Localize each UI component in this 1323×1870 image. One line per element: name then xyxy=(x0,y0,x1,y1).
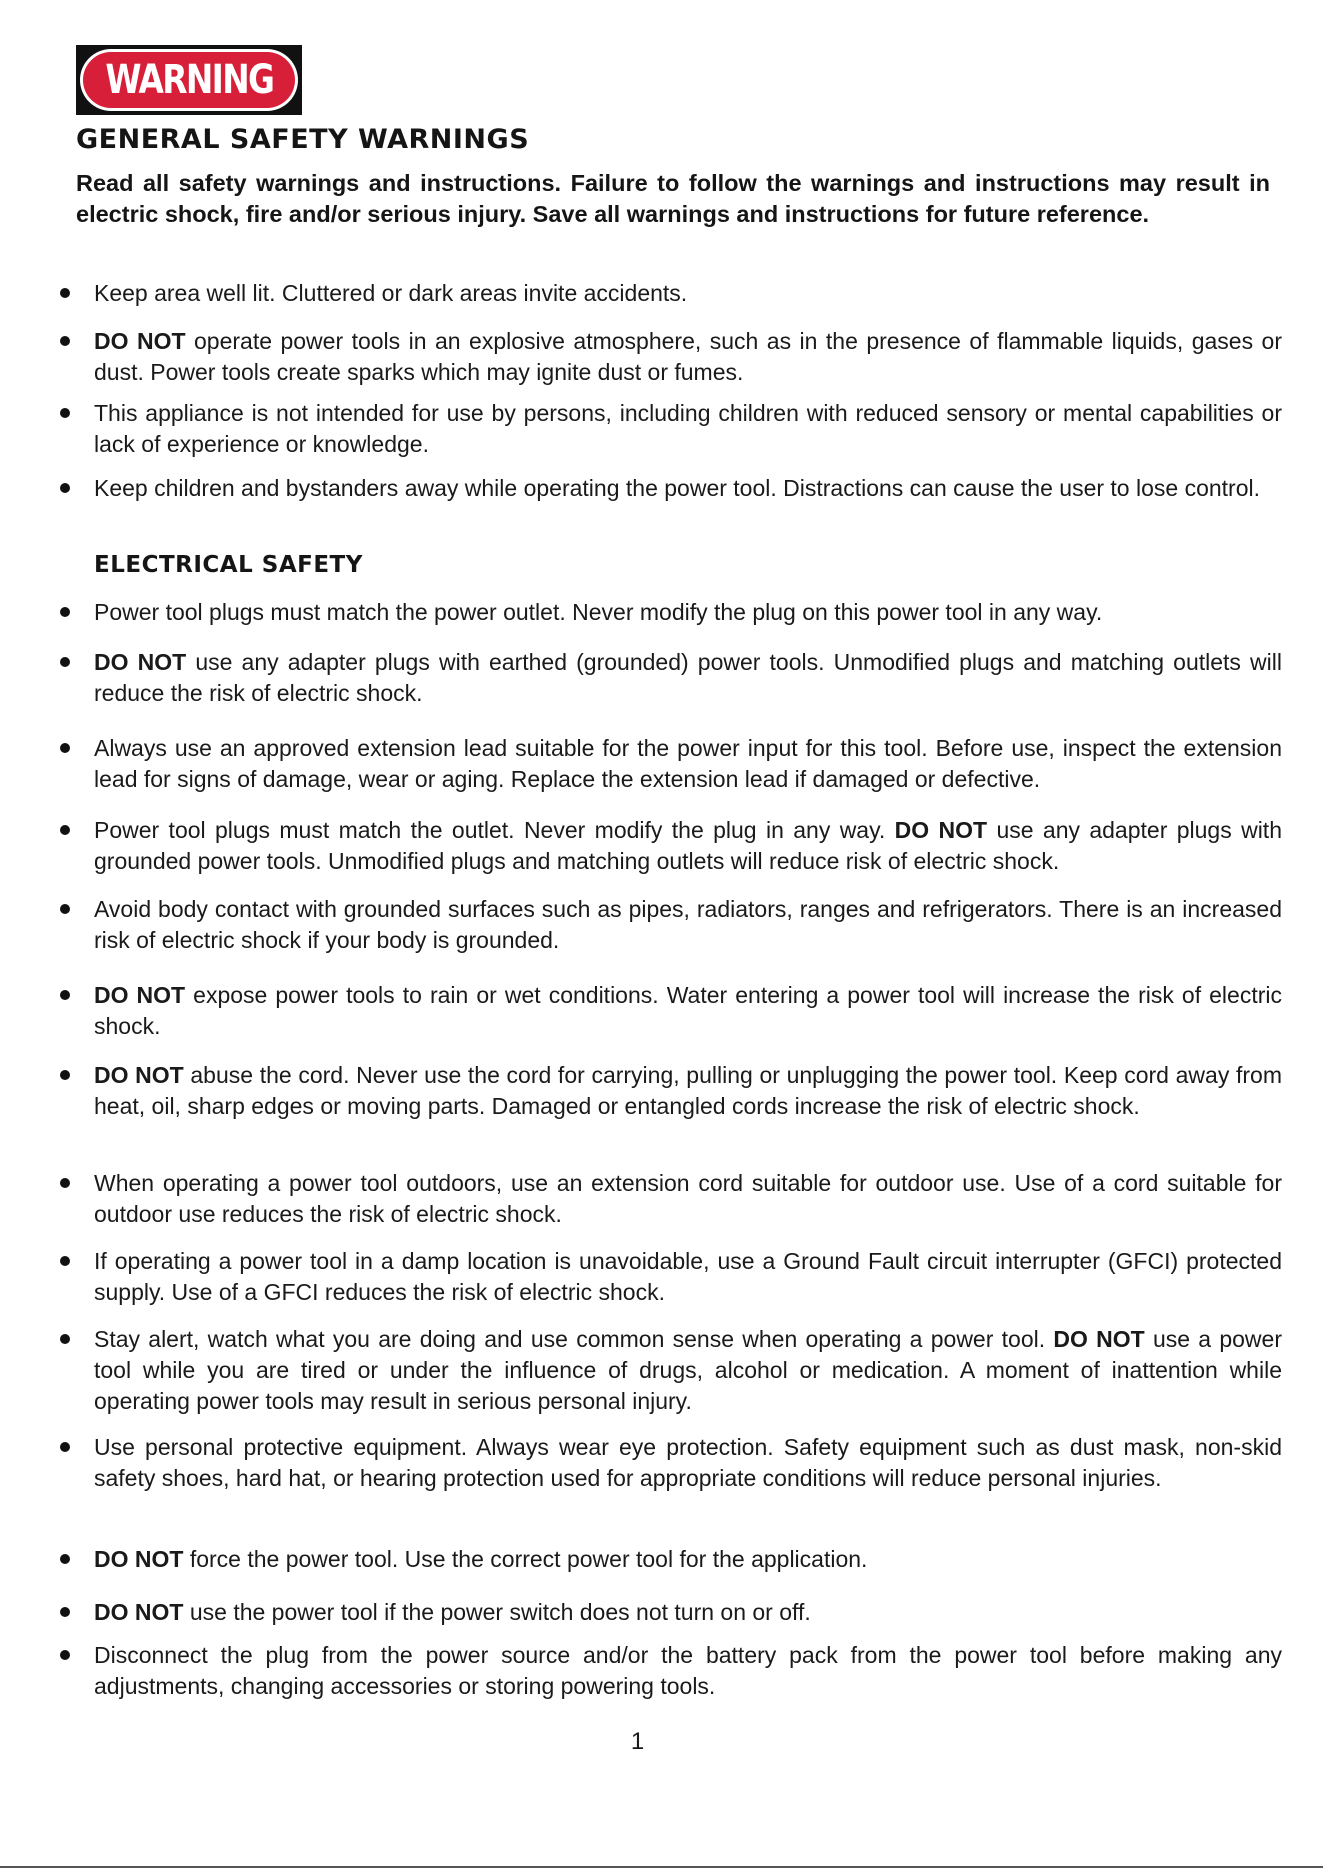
list-item: Disconnect the plug from the power source and/or the battery pack from the power tool before making any adjustments, changing accessories or storing powering tools. xyxy=(94,1640,1282,1702)
bullet-icon xyxy=(60,1554,70,1564)
bullet-icon xyxy=(60,483,70,493)
page-title: GENERAL SAFETY WARNINGS xyxy=(76,124,530,155)
intro-paragraph: Read all safety warnings and instructions. Failure to follow the warnings and instructions may result in electric shock, fire and/or serious injury. Save all warnings and instructions for future reference. xyxy=(76,170,1270,227)
warning-badge-text: WARNING xyxy=(105,57,273,103)
list-item: This appliance is not intended for use by persons, including children with reduced sensory or mental capabilities or lack of experience or knowledge. xyxy=(94,398,1282,460)
electrical-safety-heading: ELECTRICAL SAFETY xyxy=(94,552,363,578)
bullet-icon xyxy=(60,1178,70,1188)
bullet-icon xyxy=(60,904,70,914)
bullet-icon xyxy=(60,825,70,835)
bottom-border-line xyxy=(0,1866,1323,1868)
bullet-icon xyxy=(60,990,70,1000)
list-item: DO NOT use the power tool if the power switch does not turn on or off. xyxy=(94,1597,1282,1628)
list-item: If operating a power tool in a damp location is unavoidable, use a Ground Fault circuit interrupter (GFCI) protected supply. Use of a GFCI reduces the risk of electric shock. xyxy=(94,1246,1282,1308)
list-item: Power tool plugs must match the power outlet. Never modify the plug on this power tool in any way. xyxy=(94,597,1282,628)
bullet-icon xyxy=(60,607,70,617)
bullet-icon xyxy=(60,1334,70,1344)
list-item: DO NOT use any adapter plugs with earthed (grounded) power tools. Unmodified plugs and matching outlets will reduce the risk of electric shock. xyxy=(94,647,1282,709)
bullet-icon xyxy=(60,743,70,753)
list-item: Use personal protective equipment. Always wear eye protection. Safety equipment such as dust mask, non-skid safety shoes, hard hat, or hearing protection used for appropriate conditions will reduce personal injuries. xyxy=(94,1432,1282,1494)
list-item: DO NOT abuse the cord. Never use the cord for carrying, pulling or unplugging the power tool. Keep cord away from heat, oil, sharp edges or moving parts. Damaged or entangled cords increase the risk of electric shock. xyxy=(94,1060,1282,1122)
bullet-icon xyxy=(60,336,70,346)
list-item: DO NOT expose power tools to rain or wet conditions. Water entering a power tool will increase the risk of electric shock. xyxy=(94,980,1282,1042)
page-number: 1 xyxy=(630,1728,645,1755)
list-item: Stay alert, watch what you are doing and use common sense when operating a power tool. DO NOT use a power tool while you are tired or under the influence of drugs, alcohol or medication. A moment of inattention while operating power tools may result in serious personal injury. xyxy=(94,1324,1282,1417)
bullet-icon xyxy=(60,1070,70,1080)
list-item: DO NOT force the power tool. Use the correct power tool for the application. xyxy=(94,1544,1282,1575)
bullet-icon xyxy=(60,1256,70,1266)
warning-badge xyxy=(76,45,302,115)
list-item: Keep children and bystanders away while operating the power tool. Distractions can cause the user to lose control. xyxy=(94,473,1282,504)
bullet-icon xyxy=(60,408,70,418)
list-item: DO NOT operate power tools in an explosive atmosphere, such as in the presence of flammable liquids, gases or dust. Power tools create sparks which may ignite dust or fumes. xyxy=(94,326,1282,388)
list-item: Keep area well lit. Cluttered or dark areas invite accidents. xyxy=(94,278,1282,309)
list-item: Avoid body contact with grounded surfaces such as pipes, radiators, ranges and refrigerators. There is an increased risk of electric shock if your body is grounded. xyxy=(94,894,1282,956)
list-item: When operating a power tool outdoors, use an extension cord suitable for outdoor use. Use of a cord suitable for outdoor use reduces the risk of electric shock. xyxy=(94,1168,1282,1230)
bullet-icon xyxy=(60,657,70,667)
bullet-icon xyxy=(60,1650,70,1660)
bullet-icon xyxy=(60,1442,70,1452)
list-item: Power tool plugs must match the outlet. Never modify the plug in any way. DO NOT use any adapter plugs with grounded power tools. Unmodified plugs and matching outlets will reduce risk of electric shock. xyxy=(94,815,1282,877)
bullet-icon xyxy=(60,1607,70,1617)
bullet-icon xyxy=(60,288,70,298)
list-item: Always use an approved extension lead suitable for the power input for this tool. Before use, inspect the extension lead for signs of damage, wear or aging. Replace the extension lead if damaged or defective. xyxy=(94,733,1282,795)
